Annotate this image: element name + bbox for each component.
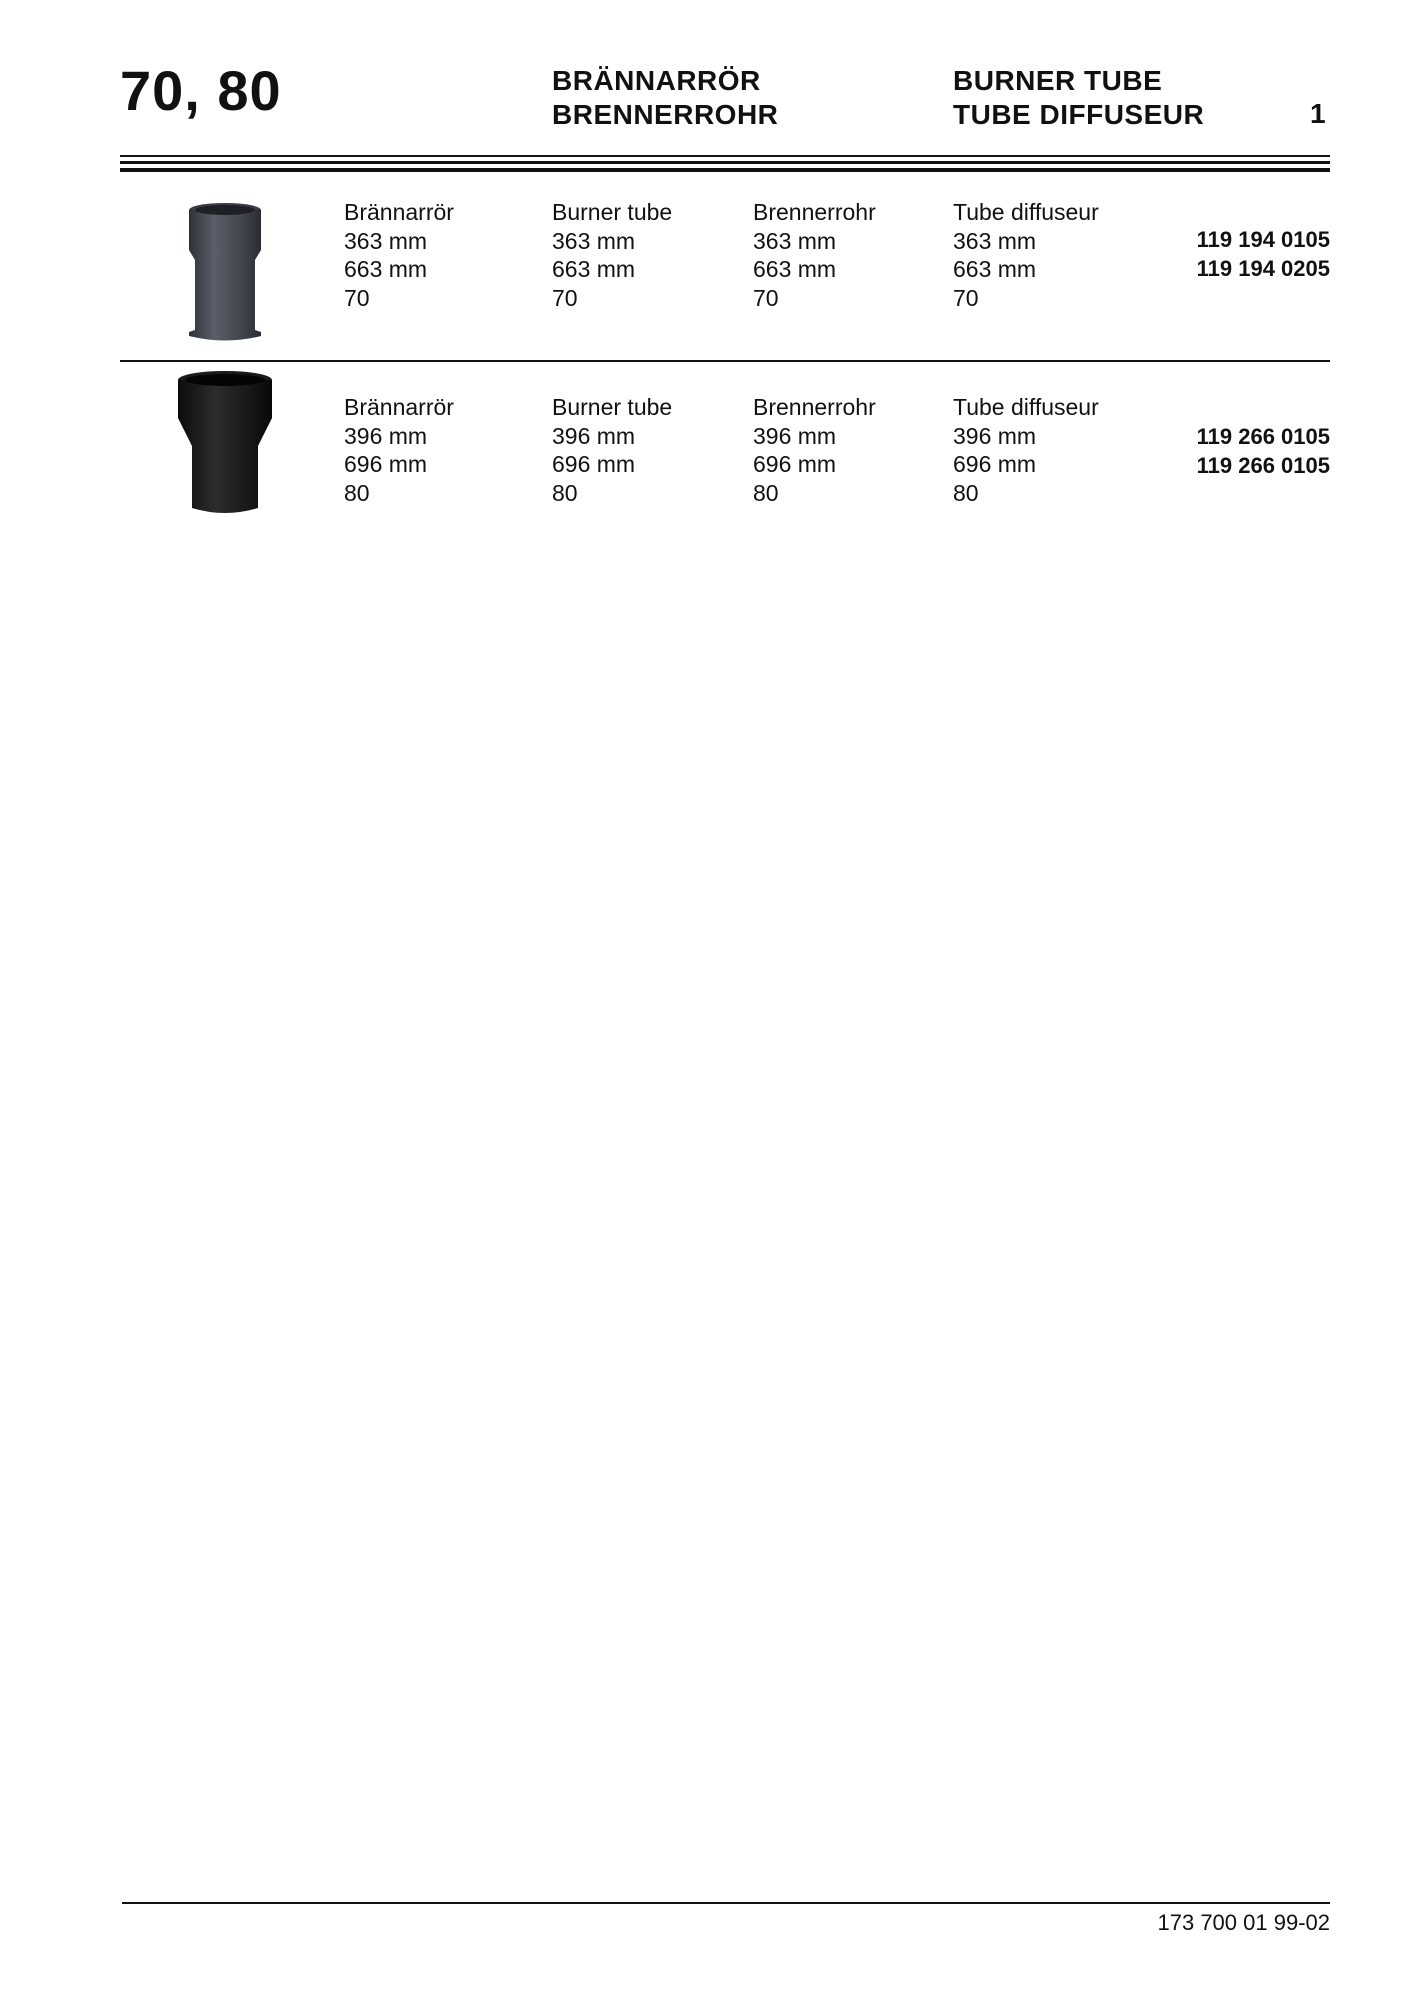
section-divider	[120, 360, 1330, 362]
title-french: TUBE DIFFUSEUR	[953, 99, 1205, 130]
section1-col-english: Burner tube 363 mm 663 mm 70	[552, 199, 673, 311]
footer-rule	[122, 1902, 1330, 1904]
part-number: 119 266 0105	[1196, 424, 1330, 449]
section1-part-numbers	[1197, 226, 1330, 283]
section1-col-german: Brennerrohr 363 mm 663 mm 70	[753, 199, 876, 311]
burner-tube-black-image	[172, 368, 278, 518]
section1-col-swedish: Brännarrör 363 mm 663 mm 70	[344, 199, 454, 311]
part-number: 119 194 0205	[1196, 255, 1330, 281]
section2-col-french: Tube diffuseur 396 mm 696 mm 80	[953, 394, 1099, 506]
section2-col-english: Burner tube 396 mm 696 mm 80	[552, 394, 673, 506]
section1-col-french: Tube diffuseur 363 mm 663 mm 70	[953, 199, 1099, 311]
model-title: 70, 80	[120, 59, 282, 122]
part-number: 119 266 0105	[1196, 452, 1330, 478]
title-english: BURNER TUBE	[953, 65, 1163, 96]
burner-tube-grey-image	[180, 200, 270, 345]
title-german: BRENNERROHR	[552, 99, 779, 130]
document-number: 173 700 01 99-02	[1157, 1910, 1330, 1935]
section2-col-german: Brennerrohr 396 mm 696 mm 80	[753, 394, 876, 506]
title-swedish: BRÄNNARRÖR	[552, 65, 761, 96]
section2-part-numbers	[1197, 423, 1330, 480]
section2-col-swedish: Brännarrör 396 mm 696 mm 80	[344, 394, 454, 506]
header-rule	[120, 155, 1330, 176]
page-number: 1	[1310, 98, 1326, 129]
part-number: 119 194 0105	[1196, 227, 1330, 252]
